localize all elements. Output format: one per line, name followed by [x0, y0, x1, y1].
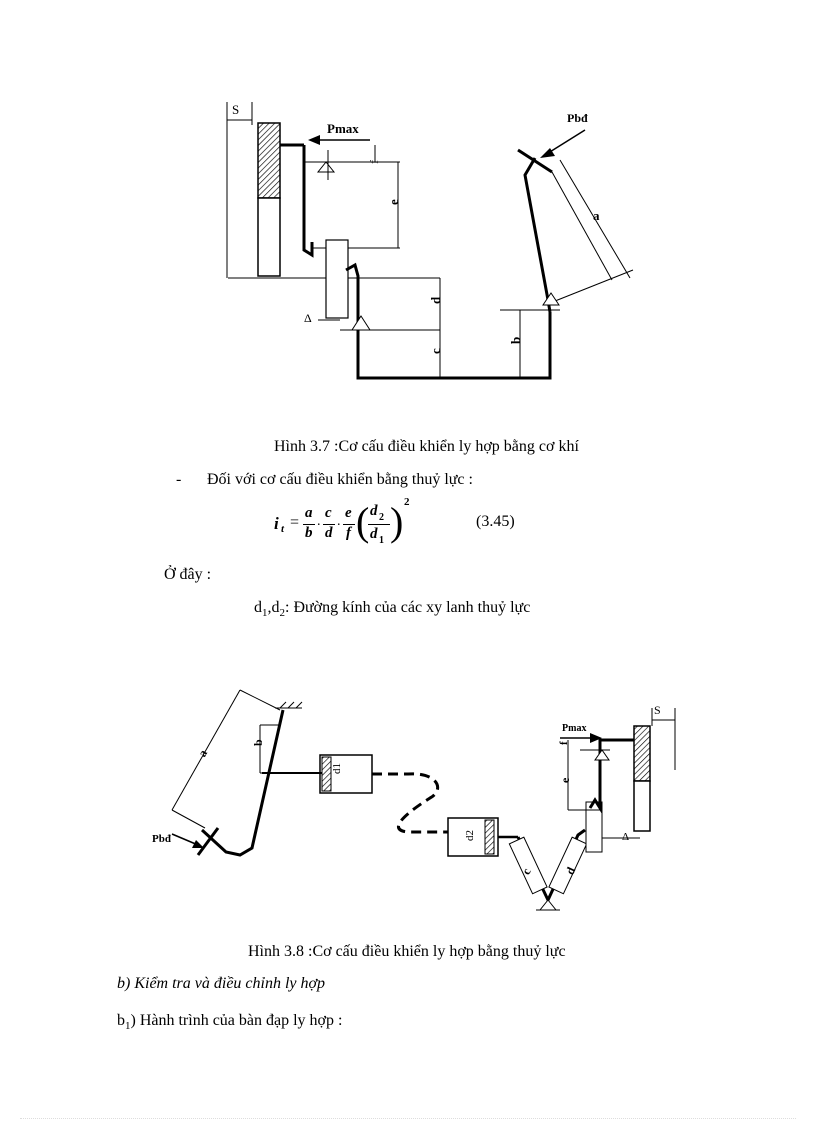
eq-f: f [346, 525, 351, 541]
figure-3-7-caption: Hình 3.7 :Cơ cấu điều khiển ly hợp bằng cơ khí [274, 438, 579, 455]
label-b: b [508, 336, 523, 344]
fig2-label-delta: Δ [622, 831, 630, 843]
eq-b: b [305, 525, 313, 541]
page-bottom-rule [20, 1118, 796, 1119]
eq-c: c [325, 505, 332, 521]
fig2-label-s: S [654, 703, 661, 717]
note-line: $d_1,d_2$: Đường kính của các xy lanh thuỷ lực [254, 599, 531, 620]
label-d: d [428, 296, 443, 304]
fig2-label-f: f [558, 741, 570, 745]
fig2-label-pbd: Pbđ [152, 833, 171, 845]
fig2-label-d: d [562, 864, 579, 877]
fig2-label-b: b [251, 739, 265, 746]
label-pmax: Pmax [327, 121, 359, 136]
label-a: a [593, 208, 600, 223]
label-e: e [386, 199, 401, 205]
label-s: S [232, 102, 240, 117]
equation-3-45: i t = a b . c d . e f ( d 2 d 1 ) 2 (3.45) [274, 496, 515, 546]
label-pbd: Pbđ [567, 111, 588, 125]
section-b-heading: b) Kiểm tra và điều chỉnh ly hợp [117, 975, 326, 992]
fig2-label-pmax: Pmax [562, 723, 587, 734]
figure-3-8-hydraulic-clutch-diagram [140, 680, 690, 925]
eq-lhs-sub: t [281, 523, 285, 535]
eq-d2: d [370, 503, 378, 519]
eq-d1: d [370, 526, 378, 542]
eq-d: d [325, 525, 333, 541]
eq-lhs: i [274, 514, 279, 533]
bullet-dash: - [176, 471, 182, 488]
eq-d1-sub: 1 [379, 535, 384, 546]
eq-d2-sub: 2 [379, 512, 384, 523]
label-f: f [367, 160, 381, 164]
note-heading: Ở đây : [164, 566, 212, 583]
bullet-text: Đối với cơ cấu điều khiển bằng thuỷ lực : [207, 471, 473, 488]
eq-number: (3.45) [476, 513, 515, 530]
pressure-plate [258, 123, 280, 198]
fig2-label-e: e [558, 777, 572, 783]
eq-equals: = [290, 514, 300, 531]
figure-3-8-caption: Hình 3.8 :Cơ cấu điều khiển ly hợp bằng thuỷ lực [248, 943, 566, 960]
clutch-disc [258, 198, 280, 276]
eq-exponent: 2 [404, 496, 410, 508]
fig2-label-c: c [518, 866, 534, 877]
section-b1-heading: $b_1$) Hành trình của bàn đạp ly hợp : [117, 1012, 343, 1033]
fig2-label-d2: d2 [464, 830, 476, 841]
eq-e: e [345, 505, 352, 521]
figure-3-7-mechanical-clutch-diagram [200, 90, 670, 410]
eq-a: a [305, 505, 313, 521]
label-delta: Δ [304, 311, 312, 325]
fig2-label-a: a [194, 747, 211, 760]
label-c: c [428, 348, 443, 354]
fig2-label-d1: d1 [331, 763, 343, 774]
